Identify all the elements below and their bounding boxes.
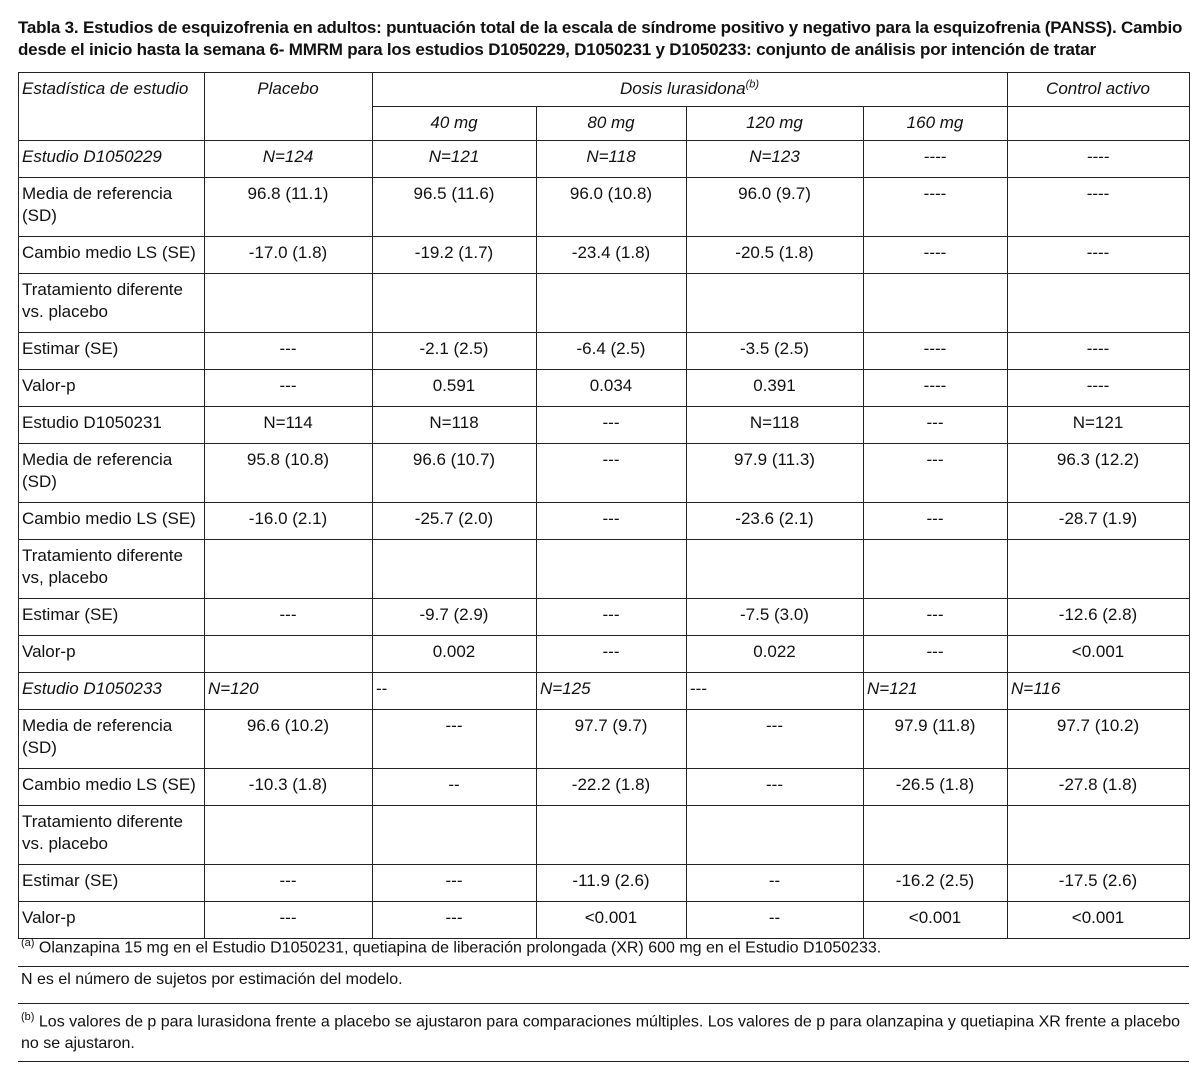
table-row xyxy=(19,444,1190,503)
table-row xyxy=(19,503,1190,540)
row-label: Media de referencia (SD) xyxy=(19,178,205,237)
table-row xyxy=(19,540,1190,599)
row-label: Media de referencia (SD) xyxy=(19,444,205,503)
table-cell: -20.5 (1.8) xyxy=(687,237,864,274)
table-cell: --- xyxy=(687,710,864,769)
table-cell: --- xyxy=(205,370,373,407)
table-cell xyxy=(687,274,864,333)
footnote-a-mark: (a) xyxy=(21,937,35,949)
table-cell: 97.7 (10.2) xyxy=(1008,710,1190,769)
row-label: Cambio medio LS (SE) xyxy=(19,237,205,274)
table-cell: -- xyxy=(687,902,864,939)
table-cell: <0.001 xyxy=(537,902,687,939)
header-empty xyxy=(1008,107,1190,141)
table-cell: -28.7 (1.9) xyxy=(1008,503,1190,540)
table-cell: N=125 xyxy=(537,673,687,710)
table-cell xyxy=(1008,540,1190,599)
table-row xyxy=(19,673,1190,710)
table-cell: ---- xyxy=(864,178,1008,237)
row-label: Tratamiento diferente vs. placebo xyxy=(19,274,205,333)
table-cell: 96.0 (9.7) xyxy=(687,178,864,237)
table-cell xyxy=(373,806,537,865)
table-cell: ---- xyxy=(1008,370,1190,407)
table-cell: 96.3 (12.2) xyxy=(1008,444,1190,503)
row-label: Estudio D1050231 xyxy=(19,407,205,444)
row-label: Cambio medio LS (SE) xyxy=(19,503,205,540)
header-dose-40: 40 mg xyxy=(373,107,537,141)
table-cell: 0.591 xyxy=(373,370,537,407)
table-cell: 96.6 (10.2) xyxy=(205,710,373,769)
table-cell: -16.2 (2.5) xyxy=(864,865,1008,902)
table-cell: -17.0 (1.8) xyxy=(205,237,373,274)
table-cell: --- xyxy=(864,636,1008,673)
table-cell: -9.7 (2.9) xyxy=(373,599,537,636)
table-row xyxy=(19,370,1190,407)
table-row xyxy=(19,636,1190,673)
header-dose-80: 80 mg xyxy=(537,107,687,141)
table-cell: -11.9 (2.6) xyxy=(537,865,687,902)
table-cell: -16.0 (2.1) xyxy=(205,503,373,540)
table-cell: -- xyxy=(373,673,537,710)
table-cell: 0.391 xyxy=(687,370,864,407)
table-cell: 97.9 (11.3) xyxy=(687,444,864,503)
header-dose-160: 160 mg xyxy=(864,107,1008,141)
table-cell: -6.4 (2.5) xyxy=(537,333,687,370)
table-cell: --- xyxy=(687,673,864,710)
table-cell: --- xyxy=(537,503,687,540)
table-row xyxy=(19,178,1190,237)
table-cell: --- xyxy=(205,333,373,370)
header-placebo: Placebo xyxy=(205,73,373,141)
table-cell xyxy=(205,540,373,599)
table-cell: --- xyxy=(864,407,1008,444)
table-row xyxy=(19,865,1190,902)
table-cell: 97.9 (11.8) xyxy=(864,710,1008,769)
header-dose-group-label: Dosis lurasidona xyxy=(619,79,746,98)
row-label: Media de referencia (SD) xyxy=(19,710,205,769)
header-dose-120: 120 mg xyxy=(687,107,864,141)
table-cell xyxy=(687,806,864,865)
row-label: Valor-p xyxy=(19,370,205,407)
footnote-n-text: N es el número de sujetos por estimación del modelo. xyxy=(21,971,403,988)
table-cell: --- xyxy=(864,503,1008,540)
header-dose-group xyxy=(373,73,1008,107)
table-cell: 0.022 xyxy=(687,636,864,673)
table-cell: -23.6 (2.1) xyxy=(687,503,864,540)
table-cell xyxy=(687,540,864,599)
table-cell: -- xyxy=(373,769,537,806)
table-cell: N=120 xyxy=(205,673,373,710)
table-cell: -19.2 (1.7) xyxy=(373,237,537,274)
table-cell: -23.4 (1.8) xyxy=(537,237,687,274)
row-label: Tratamiento diferente vs. placebo xyxy=(19,806,205,865)
table-cell xyxy=(373,274,537,333)
table-cell: --- xyxy=(537,407,687,444)
row-label: Tratamiento diferente vs, placebo xyxy=(19,540,205,599)
header-dose-group-sup: (b) xyxy=(745,78,760,91)
table-cell: --- xyxy=(373,710,537,769)
table-cell: <0.001 xyxy=(1008,636,1190,673)
table-cell: <0.001 xyxy=(1008,902,1190,939)
table-cell: --- xyxy=(537,636,687,673)
row-label: Cambio medio LS (SE) xyxy=(19,769,205,806)
table-cell: -25.7 (2.0) xyxy=(373,503,537,540)
table-cell: --- xyxy=(373,902,537,939)
table-row xyxy=(19,333,1190,370)
table-cell: ---- xyxy=(1008,333,1190,370)
table-cell: 96.5 (11.6) xyxy=(373,178,537,237)
table-cell: -- xyxy=(687,865,864,902)
table-cell: 96.0 (10.8) xyxy=(537,178,687,237)
table-cell: --- xyxy=(205,599,373,636)
table-cell: <0.001 xyxy=(864,902,1008,939)
table-cell xyxy=(537,806,687,865)
table-cell: ---- xyxy=(864,237,1008,274)
footnote-b-text: Los valores de p para lurasidona frente a placebo se ajustaron para comparaciones múltiples. Los valores de p para olanzapina y quetiapina XR frente a placebo no se ajustaron. xyxy=(21,1013,1181,1053)
table-row xyxy=(19,407,1190,444)
table-cell: ---- xyxy=(864,333,1008,370)
table-cell: --- xyxy=(537,444,687,503)
table-cell: -27.8 (1.8) xyxy=(1008,769,1190,806)
table-cell: 96.8 (11.1) xyxy=(205,178,373,237)
table-cell: N=121 xyxy=(373,141,537,178)
table-cell: N=124 xyxy=(205,141,373,178)
table-cell xyxy=(864,540,1008,599)
table-cell: ---- xyxy=(864,370,1008,407)
table-cell: -3.5 (2.5) xyxy=(687,333,864,370)
row-label: Estimar (SE) xyxy=(19,333,205,370)
table-cell: N=121 xyxy=(864,673,1008,710)
results-table xyxy=(18,72,1190,939)
table-cell: --- xyxy=(205,865,373,902)
row-label: Valor-p xyxy=(19,902,205,939)
table-cell: 96.6 (10.7) xyxy=(373,444,537,503)
table-row xyxy=(19,141,1190,178)
table-cell: ---- xyxy=(864,141,1008,178)
table-row xyxy=(19,274,1190,333)
table-cell xyxy=(1008,274,1190,333)
table-cell: ---- xyxy=(1008,237,1190,274)
table-row xyxy=(19,710,1190,769)
row-label: Estudio D1050233 xyxy=(19,673,205,710)
table-cell xyxy=(537,274,687,333)
table-cell xyxy=(205,806,373,865)
table-cell: 95.8 (10.8) xyxy=(205,444,373,503)
table-cell xyxy=(373,540,537,599)
table-row xyxy=(19,769,1190,806)
table-cell: 0.002 xyxy=(373,636,537,673)
table-cell xyxy=(864,806,1008,865)
table-cell: N=114 xyxy=(205,407,373,444)
table-cell: -22.2 (1.8) xyxy=(537,769,687,806)
table-cell xyxy=(205,636,373,673)
table-cell: -10.3 (1.8) xyxy=(205,769,373,806)
table-cell: 97.7 (9.7) xyxy=(537,710,687,769)
footnote-a xyxy=(18,930,1189,967)
table-cell: ---- xyxy=(1008,178,1190,237)
table-row xyxy=(19,599,1190,636)
table-cell: N=118 xyxy=(537,141,687,178)
table-cell: N=118 xyxy=(373,407,537,444)
table-row xyxy=(19,806,1190,865)
header-row-1 xyxy=(19,73,1190,107)
table-cell: N=116 xyxy=(1008,673,1190,710)
table-cell: N=121 xyxy=(1008,407,1190,444)
row-label: Estimar (SE) xyxy=(19,865,205,902)
table-cell: -26.5 (1.8) xyxy=(864,769,1008,806)
table-cell: N=123 xyxy=(687,141,864,178)
table-cell: --- xyxy=(537,599,687,636)
table-row xyxy=(19,237,1190,274)
footnote-b xyxy=(18,1004,1189,1062)
table-cell: N=118 xyxy=(687,407,864,444)
table-cell xyxy=(205,274,373,333)
table-cell: --- xyxy=(205,902,373,939)
row-label: Valor-p xyxy=(19,636,205,673)
table-cell: 0.034 xyxy=(537,370,687,407)
table-cell xyxy=(1008,806,1190,865)
row-label: Estimar (SE) xyxy=(19,599,205,636)
table-cell xyxy=(864,274,1008,333)
table-cell: --- xyxy=(864,444,1008,503)
table-cell: -7.5 (3.0) xyxy=(687,599,864,636)
table-cell: -12.6 (2.8) xyxy=(1008,599,1190,636)
table-cell: ---- xyxy=(1008,141,1190,178)
row-label: Estudio D1050229 xyxy=(19,141,205,178)
table-cell: --- xyxy=(687,769,864,806)
footnote-a-text: Olanzapina 15 mg en el Estudio D1050231, quetiapina de liberación prolongada (XR) 600 mg en el Estudio D1050233. xyxy=(34,939,882,957)
table-cell xyxy=(537,540,687,599)
table-cell: -2.1 (2.5) xyxy=(373,333,537,370)
table-cell: -17.5 (2.6) xyxy=(1008,865,1190,902)
table-caption: Tabla 3. Estudios de esquizofrenia en adultos: puntuación total de la escala de síndrome positivo y negativo para la esquizofrenia (PANSS). Cambio desde el inicio hasta la semana 6- MMRM para los estudios D1050229, D1050231 y D1050233: conjunto de análisis por intención de tratar xyxy=(18,18,1183,59)
footnote-n xyxy=(18,967,1189,1004)
header-active-control: Control activo xyxy=(1008,73,1190,107)
header-stat: Estadística de estudio xyxy=(19,73,205,141)
footnote-b-mark: (b) xyxy=(21,1011,35,1023)
table-cell: --- xyxy=(864,599,1008,636)
table-cell: --- xyxy=(373,865,537,902)
